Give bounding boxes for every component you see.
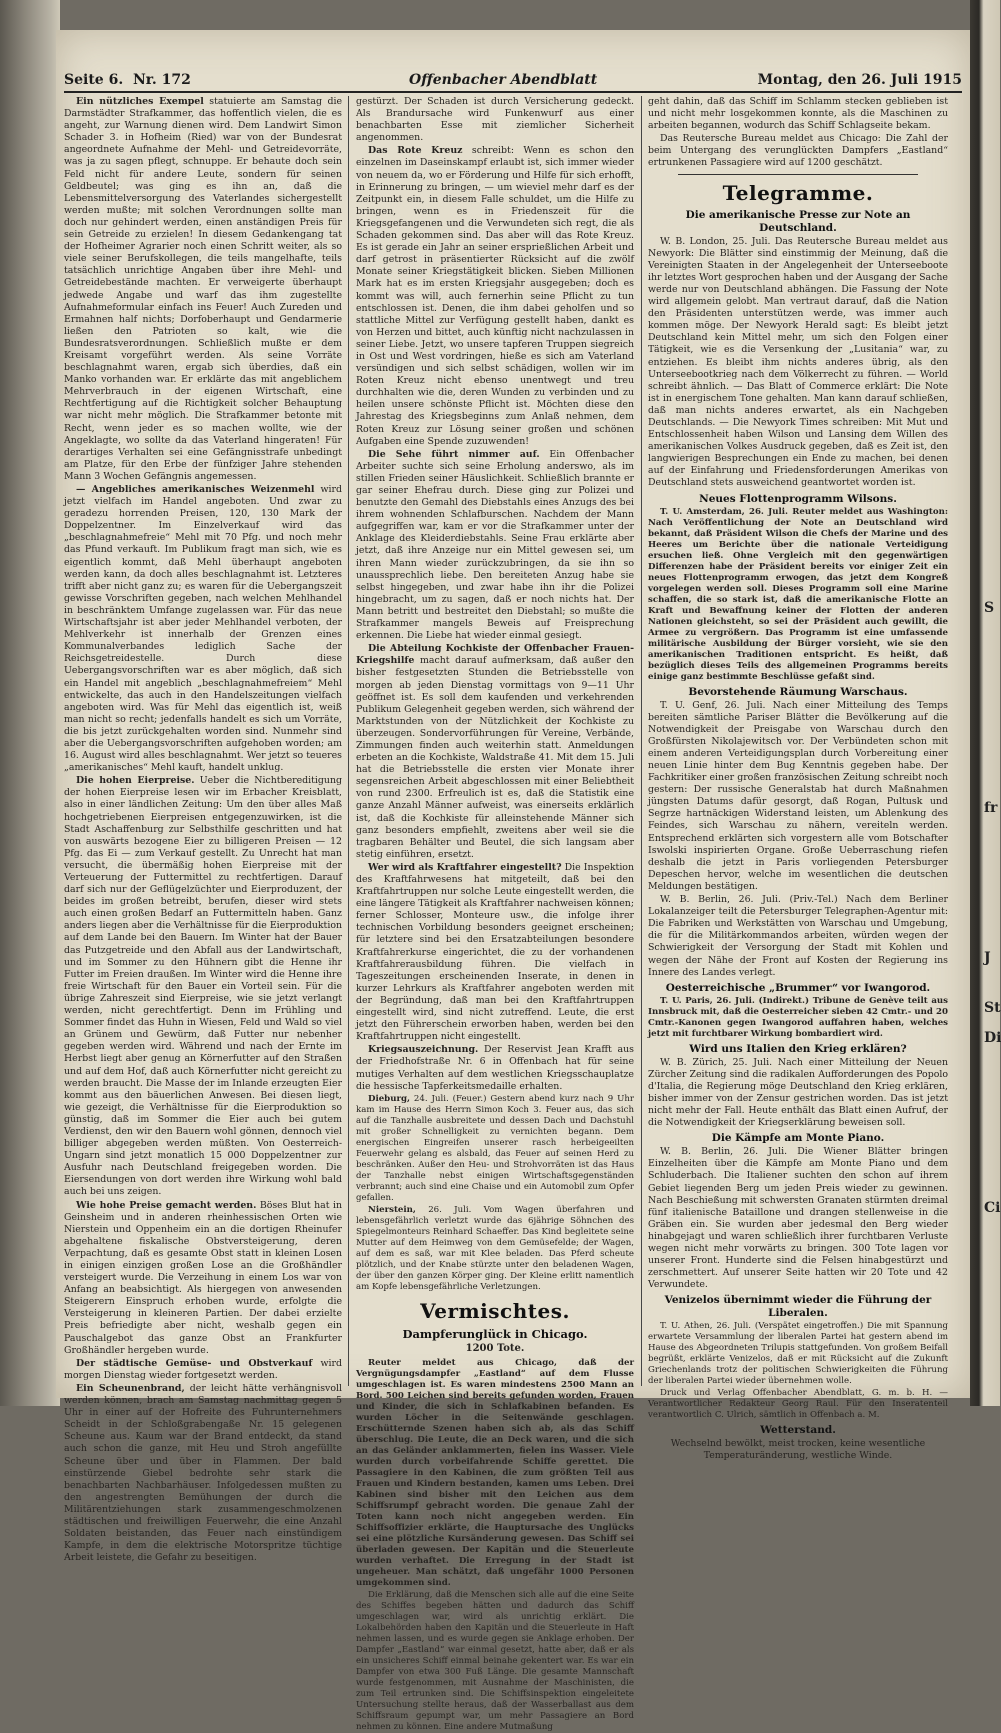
lead-in-text: Wie hohe Preise gemacht werden. [76, 1199, 257, 1211]
article-paragraph: geht dahin, daß das Schiff im Schlamm stecken geblieben ist und nicht mehr losgekommen konnte, als die Maschinen zu arbeiten begannen, wodurch das Schiff Schlagseite bekam. [648, 96, 948, 132]
column-1 [64, 96, 342, 1564]
adjacent-page-fragment: Ci [984, 1200, 1001, 1216]
lead-in-text: Die Sehe führt nimmer auf. [368, 448, 540, 460]
lead-in-text: Ein nützliches Exempel [76, 96, 204, 107]
article-paragraph: Ein Scheunenbrand, der leicht hätte verhängnisvoll werden können, brach am Samstag nachmittag gegen 5 Uhr in einer auf der Hofreite des Fuhrunternehmers Scheidt in der Schloßgrabengaße Nr. 15 gelegenen Scheune aus. Kaum war der Brand entdeckt, da stand auch schon die ganze, mit Heu und Stroh angefüllte Scheune über und über in Flammen. Der bald einstürzende Giebel bedrohte sehr stark die benachbarten Nachbarhäuser. Infolgedessen mußten zu den angestrengten Bemühungen der durch die Militärentziehungen stark zusammengeschmolzenen städtischen und freiwilligen Feuerwehr, die eine Anzahl Soldaten beistanden, das Feuer nach einstündigem Kampfe, in dem die elektrische Motorspritze tüchtige Arbeit leistete, die Gefahr zu beseitigen. [64, 1382, 342, 1564]
book-binding [0, 0, 60, 1406]
adjacent-page-fragment: S [984, 600, 995, 616]
lead-in-text: Nierstein, [368, 1204, 416, 1215]
article-paragraph: Nierstein, 26. Juli. Vom Wagen überfahren und lebensgefährlich verletzt wurde das 6jährige Söhnchen des Spiegelmonteurs Reinhard Schaeffer. Das Kind begleitete seine Mutter auf dem Heimweg von dem Gemüsefelde; der Wagen, auf dem es saß, war mit Klee beladen. Das Pferd scheute plötzlich, und der Knabe stürzte unter den beladenen Wagen, der über den ganzen Körper ging. Der Kleine erlitt namentlich am Kopfe lebensgefährliche Verletzungen. [356, 1204, 634, 1292]
article-paragraph: Die hohen Eierpreise. Ueber die Nichtbereditigung der hohen Eierpreise lesen wir im Erbacher Kreisblatt, also in einer ländlichen Zeitung: Um den über alles Maß hochgetriebenen Eierpreisen entgegenzuwirken, ist die Stadt Aschaffenburg zur Selbsthilfe geschritten und hat von auswärts bezogene Eier zu billigeren Preisen — 12 Pfg. das Ei — zum Verkauf gestellt. Zu Unrecht hat man versucht, die übermäßig hohen Eierpreise mit der Verteuerung der Futtermittel zu rechtfertigen. Darauf darf sich nur der Geflügelzüchter und Eierproduzent, der beides im großen betreibt, berufen, dieser wird stets auch einen großen Bedarf an Futtermitteln haben. Ganz anders liegen aber die Verhältnisse für die Eierproduktion auf dem Lande bei den Bauern. Im Winter hat der Bauer das Putzgetreide und den Abfall aus der Landwirtschaft, und im Sommer zu den Hühnern gibt die Henne ihr Futter im Freien draußen. Im Winter wird die Henne ihre freie Wirtschaft für den Bauer ein Vorteil sein. Für die übrige Zahreszeit sind Eierpreise, wie sie jetzt verlangt werden, nicht gerechtfertigt. Denn im Frühling und Sommer findet das Huhn in Wiesen, Feld und Wald so viel an Grünem und Gewürm, daß Futter nur nebenher gegeben werden wird. Während und nach der Ernte im Herbst liegt aber genug an Körnerfutter auf den Straßen und auf dem Hof, daß auch Körnerfutter nicht gereicht zu werden braucht. Die Masse der im Inlande erzeugten Eier kommt aus den bäuerlichen Anwesen. Bei diesen liegt, wie gezeigt, die Verhältnisse für die Eierproduktion so günstig, daß im Sommer die Eier auch bei gutem Verdienst, den wir den Bauern wohl gönnen, dennoch viel billiger abgegeben werden müßten. Von Oesterreich-Ungarn sind jetzt monatlich 15 000 Doppelzentner zur Ausfuhr nach Deutschland freigegeben worden. Die Eiersendungen von dort werden ihre Wirkung wohl bald auch bei uns zeigen. [64, 775, 342, 1198]
lead-in-text: — Angebliches amerikanisches Weizenmehl [76, 484, 315, 495]
issue-number: Nr. 172 [132, 72, 191, 88]
article-paragraph: W. B. Berlin, 26. Juli. Die Wiener Blätter bringen Einzelheiten über die Kämpfe am Monte Piano und dem Schluderbach. Die Italiener suchten den schon auf ihrem Gebiet liegenden Berg um jeden Preis wieder zu gewinnen. Nach Beschießung mit schwersten Granaten stürmten dreimal fünf italienische Bataillone und drangen stellenweise in die Gräben ein. Sie wurden aber jedesmal den Berg wieder hinabgejagt und waren schließlich ihrer furchtbaren Verluste wegen nicht mehr vorwärts zu bringen. 300 Tote lagen vor unserer Front. Hunderte sind die Felsen hinabgestürzt und zerschmettert. Auf unserer Seite hatten wir 20 Tote und 42 Verwundete. [648, 1146, 948, 1291]
article-paragraph: Reuter meldet aus Chicago, daß der Vergnügungsdampfer „Eastland“ auf dem Flusse umgeschlagen ist. Es waren mindestens 2500 Mann an Bord. 500 Leichen sind bereits gefunden worden, Frauen und Kinder, die sich in Schlafkabinen befanden. Es wurden Löcher in die Seitenwände geschlagen. Erschütternde Szenen haben sich ab, als das Schiff überschlug. Die Leute, die an Deck waren, und die sich an das Geländer anklammerten, fielen ins Wasser. Viele wurden durch vorbeifahrende Schiffe gerettet. Die Passagiere in den Kabinen, die zum größten Teil aus Frauen und Kindern bestanden, kamen ums Leben. Drei Kabinen sind bisher mit den Leichen aus dem Schiffsrumpf gebracht worden. Die genaue Zahl der Toten kann noch nicht angegeben werden. Ein Schiffsoffizier erklärte, die Hauptursache des Unglücks sei eine plötzliche Kursänderung gewesen. Das Schiff sei überladen gewesen. Der Kapitän und die Steuerleute wurden verhaftet. Die Erregung in der Stadt ist ungeheuer. Man schätzt, daß ungefähr 1000 Personen umgekommen sind. [356, 1357, 634, 1588]
adjacent-page-edge [970, 0, 1000, 1406]
newspaper-page [56, 30, 970, 1732]
story-title: Dampferunglück in Chicago. [402, 1326, 588, 1341]
imprint: Druck und Verlag Offenbacher Abendblatt, G. m. b. H. — Verantwortlicher Redakteur Georg Raul. Für den Inseratenteil verantwortlich C. Ulrich, sämtlich in Offenbach a. M. [648, 1388, 948, 1421]
story-subtitle: 1200 Tote. [465, 1342, 525, 1354]
article-paragraph: Wie hohe Preise gemacht werden. Böses Blut hat in Geinsheim und in anderen rheinhessischen Orten wie Nierstein und Oppenheim ein an die dortigen Rheinufer abgehaltene fiskalische Obstversteigerung, deren Verpachtung, daß es gesamte Obst statt in kleinen Losen in einigen einzigen großen Lose an die Großhändler versteigert wurde. Die Verzeihung in einem Los war von Anfang an beabsichtigt. Als hiergegen von anwesenden Steigerern Einspruch erhoben wurde, erfolgte die Versteigerung in kleineren Partien. Der dabei erzielte Preis befriedigte aber nicht, weshalb gegen ein Pauschalgebot das ganze Obst an Frankfurter Großhändler hergeben wurde. [64, 1199, 342, 1356]
issue-date: Montag, den 26. Juli 1915 [757, 72, 962, 88]
article-headline: Wird uns Italien den Krieg erklären? [689, 1042, 907, 1055]
article-headline: Neues Flottenprogramm Wilsons. [699, 492, 897, 505]
article-headline: Die amerikanische Presse zur Note an Deutschland. [685, 208, 911, 234]
adjacent-page-fragment: J [984, 950, 991, 966]
article-paragraph: Die Sehe führt nimmer auf. Ein Offenbacher Arbeiter suchte sich seine Erholung anderswo, als im stillen Frieden seiner Häuslichkeit. Schließlich brannte er gar seiner Ehefrau durch. Diese ging zur Polizei und benutzte den Gemahl des Diebstahls eines Anzugs des bei ihrem wohnenden Schlafburschen. Nachdem der Mann aufgegriffen war, kam er vor die Strafkammer unter der Anklage des Kleiderdiebstahls. Seine Frau erklärte aber jetzt, daß ihre Anzeige nur ein Mittel gewesen sei, um ihren Mann wieder zurückzubringen, da sie ihn so unaussprechlich liebe. Den bereiteten Anzug habe sie selbst hingegeben, und zwar habe ihn ihr die Polizei hingebracht, um zu sagen, daß er noch nichts hat. Der Mann betritt und bestreitet den Diebstahl; so mußte die Strafkammer mangels Beweis auf Freisprechung erkennen. Die Liebe hat wieder einmal gesiegt. [356, 448, 634, 642]
article-paragraph: W. B. Berlin, 26. Juli. (Priv.-Tel.) Nach dem Berliner Lokalanzeiger teilt die Petersburger Telegraphen-Agentur mit: Die Fabriken und Werkstätten von Warschau und Umgebung, die für die Militärkommandos arbeiten, würden wegen der Schwierigkeit der Versorgung der Stadt mit Kohlen und wegen der Nähe der Front auf Kosten der Regierung ins Innere des Landes verlegt. [648, 894, 948, 978]
lead-in-text: Ein Scheunenbrand, [76, 1382, 185, 1394]
lead-in-text: Das Rote Kreuz [368, 145, 463, 157]
lead-in-text: Kriegsauszeichnung. [368, 1044, 479, 1056]
article-paragraph: T. U. Athen, 26. Juli. (Verspätet eingetroffen.) Die mit Spannung erwartete Versammlung der liberalen Partei hat gestern abend im Hause des Abgeordneten Trilupis stattgefunden. Von großem Beifall begrüßt, erklärte Venizelos, daß er mit Rücksicht auf die Zukunft Griechenlands trotz der politischen Schwierigkeiten die Führung der liberalen Partei wieder übernehmen wolle. [648, 1321, 948, 1387]
article-paragraph: — Angebliches amerikanisches Weizenmehl wird jetzt vielfach im Handel angeboten. Und zwar zu geradezu horrenden Preisen, 120, 130 Mark der Doppelzentner. Im Einzelverkauf wird das „beschlagnahmefreie“ Mehl mit 70 Pfg. und noch mehr das Pfund verkauft. Im Publikum fragt man sich, wie es eigentlich kommt, daß Mehl überhaupt angeboten werden kann, da doch alles beschlagnahmt ist. Letzteres trifft aber nicht ganz zu; es waren für die Uebergangszeit gewisse Vorschriften gegeben, nach welchen Mehlhandel in beschränktem Umfange zugelassen war. Für das neue Wirtschaftsjahr ist aber jeder Mehlhandel verboten, der Mehlverkehr ist innerhalb der Grenzen eines Kommunalverbandes lediglich Sache der Reichsgetreidestelle. Durch diese Uebergangsvorschriften war es aber möglich, daß sich ein Handel mit angeblich „beschlagnahmefreiem“ Mehl entwickelte, das auch in den Handelszeitungen vielfach angeboten wird. Was für Mehl das eigentlich ist, weiß man nicht so recht; jedenfalls handelt es sich um Vorräte, die bis jetzt zurückgehalten worden sind. Nunmehr sind aber die Uebergangsvorschriften aufgehoben worden; am 16. August wird alles beschlagnahmt. Wer jetzt so teueres „amerikanisches“ Mehl kauft, handelt unklug. [64, 484, 342, 774]
article-paragraph: Dieburg, 24. Juli. (Feuer.) Gestern abend kurz nach 9 Uhr kam im Hause des Herrn Simon Koch 3. Feuer aus, das sich auf die Tanzhalle ausbreitete und dessen Dach und Dachstuhl mit großer Schnelligkeit zu vernichten begann. Dem energischen Eingreifen unserer rasch herbeigeeilten Feuerwehr gelang es alsbald, das Feuer auf seinen Herd zu beschränken. Außer den Heu- und Strohvorräten ist das Haus der Tanzhalle nebst einigen Wirtschaftsgegenständen verbrannt; auch sind eine Chaise und ein Automobil zum Opfer gefallen. [356, 1093, 634, 1203]
article-paragraph: Wer wird als Kraftfahrer eingestellt? Die Inspektion des Kraftfahrwesens hat mitgeteilt, daß bei den Kraftfahrtruppen nur solche Leute eingestellt werden, die eine längere Tätigkeit als Kraftfahrer nachweisen können; ferner Schlosser, Monteure usw., die infolge ihrer technischen Vorbildung besonders geeignet erscheinen; für letztere sind bei den Ersatzabteilungen besondere Kraftfahrerkurse eingerichtet, die zu der vorhandenen Kraftfahrerausbildung führen. Die vielfach in Tageszeitungen erscheinenden Inserate, in denen in kurzer Lehrkurs als Kraftfahrer angeboten werden mit der Begründung, daß man bei den Kraftfahrtruppen eingestellt wird, sind nicht zutreffend. Leute, die erst jetzt den Führerschein erworben haben, werden bei den Kraftfahrtruppen nicht eingestellt. [356, 861, 634, 1043]
article-headline: Oesterreichische „Brummer“ vor Iwangorod. [665, 981, 931, 994]
masthead: Offenbacher Abendblatt [409, 72, 598, 88]
article-headline: Bevorstehende Räumung Warschaus. [688, 685, 908, 698]
article-paragraph: Kriegsauszeichnung. Der Reservist Jean Krafft aus der Friedhofstraße Nr. 6 in Offenbach hat für seine mutiges Verhalten auf dem westlichen Kriegsschauplatze die hessische Tapferkeitsmedaille erhalten. [356, 1044, 634, 1092]
weather-text: Wechselnd bewölkt, meist trocken, keine wesentliche Temperaturänderung, westliche Winde. [670, 1438, 926, 1462]
column-rule [641, 96, 642, 1386]
lead-in-text: Wer wird als Kraftfahrer eingestellt? [368, 861, 562, 873]
weather-title: Wetterstand. [760, 1424, 836, 1437]
page-label: Seite 6. [64, 72, 124, 88]
article-headline: Die Kämpfe am Monte Piano. [711, 1132, 885, 1145]
adjacent-page-fragment: St [984, 1000, 1001, 1016]
lead-in-text: Dieburg, [368, 1093, 410, 1104]
article-paragraph: W. B. London, 25. Juli. Das Reutersche Bureau meldet aus Newyork: Die Blätter sind einstimmig der Meinung, daß die Vereinigten Staaten in der Angelegenheit der Unterseeboote ihr letztes Wort gesprochen haben und der Ausgang der Sache werde nur von Deutschland abhängen. Die Fassung der Note wird allgemein gelobt. Man vertraut darauf, daß die Nation den Präsidenten unterstützen werde, was immer auch kommen möge. Der Newyork Herald sagt: Es bleibt jetzt Deutschland kein Mittel mehr, um sich den Folgen einer Tätigkeit, wie es die Versenkung der „Lusitania“ war, zu entziehen. Es bleibt ihm nichts anderes übrig, als den Unterseebootkrieg nach dem Völkerrecht zu führen. — World schreibt ähnlich. — Das Blatt of Commerce erklärt: Die Note ist in energischem Tone gehalten. Man kann darauf schließen, daß man nichts anderes erwartet, als ein Nachgeben Deutschlands. — Die Newyork Times schreiben: Mit Mut und Entschlossenheit haben Wilson und Lansing dem Willen des amerikanischen Volkes Ausdruck gegeben, daß es Zeit ist, den langwierigen Besprechungen ein Ende zu machen, bei denen auf der Einfahrung und Friedensforderungen Amerikas von Deutschland stets ausweichend geantwortet worden ist. [648, 235, 948, 489]
lead-in-text: Der städtische Gemüse- und Obstverkauf [76, 1357, 313, 1369]
article-paragraph: T. U. Amsterdam, 26. Juli. Reuter meldet aus Washington: Nach Veröffentlichung der Note an Deutschland wird bekannt, daß Präsident Wilson die Chefs der Marine und des Heeres um Berichte über die nationale Verteidigung ersuchen ließ. Ohne Vergleich mit den gegenwärtigen Differenzen habe der Präsident bereits vor einiger Zeit ein neues Flottenprogramm erwogen, das jetzt dem Kongreß vorgelegen werden soll. Dieses Programm soll eine Marine schaffen, die so stark ist, daß die amerikanische Flotte an Kraft und Bewaffnung keiner der Flotten der anderen Nationen gleichsteht, so sei der Präsident auch gewillt, die Armee zu vergrößern. Das Programm ist eine umfassende militärische Ausbildung der Bürger vorsieht, wie sie den amerikanischen Traditionen entspricht. Es heißt, daß bezüglich dieses Teils des allgemeinen Programms bereits einige ganz bestimmte Beschlüsse gefaßt sind. [648, 506, 948, 682]
adjacent-page-fragment: Di [984, 1030, 1001, 1046]
separator-line [678, 174, 918, 175]
page-header [64, 71, 962, 93]
article-paragraph: gestürzt. Der Schaden ist durch Versicherung gedeckt. Als Brandursache wird Funkenwurf aus einer benachbarten Esse mit ziemlicher Sicherheit angenommen. [356, 96, 634, 144]
article-paragraph: Das Rote Kreuz schreibt: Wenn es schon den einzelnen im Daseinskampf erlaubt ist, sich immer wieder von neuem da, wo er Förderung und Hilfe für sich erhofft, in Erinnerung zu bringen, — um wieviel mehr darf es der Zeitpunkt ein, in diesem Falle schuldet, um die Hilfe zu bringen, wenn es in Friedenszeit für die Kriegsgefangenen und die Verwundeten sich regt, die als Schaden gekommen sind. Das aber will das Rote Kreuz. Es ist gerade ein Jahr an seiner ersprießlichen Arbeit und darf getrost in präsentierter Rücksicht auf die zwölf Monate seiner Kriegstätigkeit blicken. Sieben Millionen Mark hat es im ersten Kriegsjahr ausgegeben; doch es kommt was will, auch fernerhin seine Pflicht zu tun entschlossen ist. Denen, die ihm dabei geholfen und so stattliche Mittel zur Verfügung gestellt haben, dankt es von Herzen und bittet, auch künftig nicht nachzulassen in seiner Liebe. Jetzt, wo unsere tapferen Truppen siegreich in Ost und West vordringen, hieße es sich am Vaterland versündigen und sich selbst schädigen, wollen wir im Roten Kreuz nicht ebenso unentwegt und treu durchhalten wie die, deren Wunden zu verbinden und zu heilen unsere schönste Pflicht ist. Möchten diese den Jahrestag des Kriegsbeginns zum Anlaß nehmen, dem Roten Kreuz zur Lösung seiner großen und schönen Aufgaben eine Spende zuzuwenden! [356, 145, 634, 447]
article-headline: Venizelos übernimmt wieder die Führung der Liberalen. [664, 1294, 932, 1320]
article-paragraph: T. U. Paris, 26. Juli. (Indirekt.) Tribune de Genève teilt aus Innsbruck mit, daß die Oesterreicher sieben 42 Cmtr.- und 20 Cmtr.-Kanonen gegen Iwangorod auffahren haben, welches jetzt mit furchtbarer Wirkung bombardiert wird. [648, 995, 948, 1039]
article-paragraph: W. B. Zürich, 25. Juli. Nach einer Mitteilung der Neuen Zürcher Zeitung sind die radikalen Aufforderungen des Popolo d'Italia, die Regierung möge Deutschland den Krieg erklären, bisher immer von der Zensur gestrichen worden. Das ist jetzt nicht mehr der Fall. Heute enthält das Blatt einen Aufruf, der die Notwendigkeit der Kriegserklärung beweisen soll. [648, 1056, 948, 1129]
article-paragraph: T. U. Genf, 26. Juli. Nach einer Mitteilung des Temps bereiten sämtliche Pariser Blätter die Bevölkerung auf die Notwendigkeit der Preisgabe von Warschau durch den Großfürsten Nikolajewitsch vor. Der Verbündeten schon mit einem anderen Verteidigungsplan durch Vorbereitung einer neuen Linie hinter dem Bug Kenntnis gegeben habe. Der Fachkritiker einer großen französischen Zeitung schreibt noch gestern: Der russische Generalstab hat durch Maßnahmen jüngsten Datums dafür gesorgt, daß Rogan, Pultusk und Segrze hartnäckigen Widerstand leisten, um Ablenkung des Feindes, sich Warschau zu nähern, vereiteln werden. Entsprechend erklärten sich vorgestern alle vom Botschafter Iswolski inspirierten Organe. Große Ueberraschung riefen deshalb die jetzt in Paris vorliegenden Petersburger Depeschen hervor, welche im wesentlichen die deutschen Meldungen bestätigen. [648, 699, 948, 892]
article-paragraph: Die Erklärung, daß die Menschen sich alle auf die eine Seite des Schiffes begeben hätten und dadurch das Schiff umgeschlagen war, wird als unrichtig erklärt. Die Lokalbehörden haben den Kapitän und die Steuerleute in Haft nehmen lassen, und es wurde gegen sie Anklage erhoben. Der Dampfer „Eastland“ war einmal gesetzt, hatte aber, daß er als ein unsicheres Schiff einmal beinahe gekentert war. Es war ein Dampfer von etwa 300 Fuß Länge. Die gesamte Mannschaft wurde festgenommen, mit Ausnahme der Maschinisten, die zum Teil ertrunken sind. Die Schiffsinspektion eingeleitete Untersuchung stellte heraus, daß der Wasserballast aus dem Schiffsraum gepumpt war, um mehr Passagiere an Bord nehmen zu können. Eine andere Mutmaßung [356, 1589, 634, 1732]
article-paragraph: Der städtische Gemüse- und Obstverkauf wird morgen Dienstag wieder fortgesetzt werden. [64, 1357, 342, 1381]
section-title-telegramme: Telegramme. [722, 180, 874, 205]
section-title-vermischtes: Vermischtes. [420, 1298, 570, 1323]
column-3 [648, 96, 948, 1462]
page-number [64, 72, 191, 88]
column-rule [348, 96, 349, 1386]
column-2 [356, 96, 634, 1732]
article-paragraph: Die Abteilung Kochkiste der Offenbacher Frauen-Kriegshilfe macht darauf aufmerksam, daß außer den bisher festgesetzten Stunden die Betriebsstelle von morgen ab jeden Dienstag vormittags von 9—11 Uhr geöffnet ist. Es soll dem kaufenden und verkehrenden Publikum Gelegenheit gegeben werden, sich während der Marktstunden von der Nützlichkeit der Kochkiste zu überzeugen. Sondervorführungen für Vereine, Verbände, Zimmungen finden auch weiterhin statt. Anmeldungen erbeten an die Kochkiste, Waldstraße 41. Mit dem 15. Juli hat die Betriebsstelle die ersten vier Monate ihrer segensreichen Arbeit abgeschlossen mit einer Beliebtheit von rund 2300. Erfreulich ist es, daß die Statistik eine ganze Anzahl Männer aufweist, was einerseits erklärlich ist, daß die Kochkiste für alleinstehende Männer sich ganz besonders empfiehlt, zweitens aber weil sie die tragbaren Behälter und Beutel, die sich langsam aber stetig einführen, ersetzt. [356, 643, 634, 860]
article-paragraph: Ein nützliches Exempel statuierte am Samstag die Darmstädter Strafkammer, das hoffentlich vielen, die es angeht, zur Warnung dienen wird. Dem Landwirt Simon Schader 3. in Hofheim (Ried) war von der Bundesrat angeordnete Aufnahme der Mehl- und Getreidevorräte, was ja zu sagen pflegt, schnuppe. Er behaute doch sein Feld nicht für andere Leute, sondern für seinen Geldbeutel; was ging es ihn an, daß die Lebensmittelversorgung des Vaterlandes sichergestellt werden mußte; mit solchen Verordnungen sollte man doch nur gehindert werden, einen anständigen Preis für sein Getreide zu erzielen! In diesem Gedankengang tat der Hofheimer Agrarier noch einen Schritt weiter, als so viele seiner Berufskollegen, die teils mangelhafte, teils tatsächlich unrichtige Angaben über ihre Mehl- und Getreidebestände machten. Er verweigerte überhaupt jedwede Angabe und warf das ihm zugestellte Aufnahmeformular einfach ins Feuer! Auch Zureden und Ermahnen half nichts; Dorfoberhaupt und Gendarmerie ließen den Patrioten so kalt, wie die Bundesratsverordnungen. Schließlich mußte er dem Kreisamt vorgeführt werden. Als seine Vorräte beschlagnahmt waren, ergab sich überdies, daß ein Manko vorhanden war. Er erklärte das mit angeblichem Mehrverbrauch in der eigenen Wirtschaft, eine Rechtfertigung auf die Richtigkeit solcher Behauptung war nicht mehr möglich. Die Strafkammer betonte mit Recht, wenn jeder es so machen wollte, wie der Angeklagte, wo sollte da das Vaterland hingeraten! Für derartiges Verhalten sei eine Gefängnisstrafe unbedingt am Platze, für den Erbe der fünfziger Jahre stehenden Mann 3 Wochen Gefängnis angemessen. [64, 96, 342, 482]
adjacent-page-fragment: fr [984, 800, 998, 816]
lead-in-text: Die hohen Eierpreise. [76, 775, 195, 787]
article-paragraph: Das Reutersche Bureau meldet aus Chicago: Die Zahl der beim Untergang des verunglückten Dampfers „Eastland“ ertrunkenen Passagiere wird auf 1200 geschätzt. [648, 133, 948, 169]
lead-in-text: Die Abteilung Kochkiste der Offenbacher Frauen-Kriegshilfe [356, 643, 634, 667]
